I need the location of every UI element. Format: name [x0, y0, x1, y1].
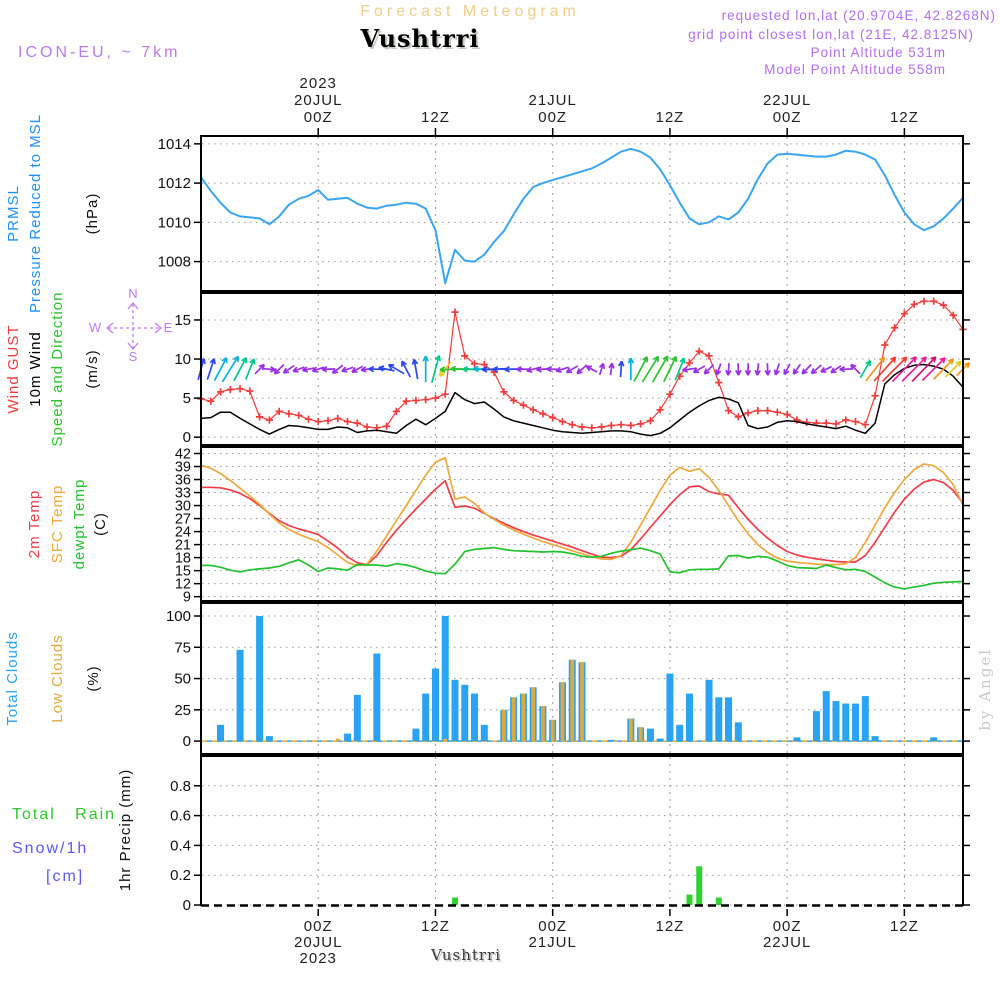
svg-text:15: 15 [174, 311, 191, 329]
svg-text:12: 12 [174, 576, 191, 593]
clouds-bars-low-clouds [336, 660, 643, 741]
svg-text:18: 18 [174, 550, 191, 567]
left-labels-temp [26, 479, 109, 570]
panel-wind [5, 286, 970, 446]
svg-text:N: N [128, 286, 138, 301]
series-prmsl [201, 149, 963, 283]
svg-text:10m Wind: 10m Wind [27, 331, 44, 407]
svg-text:1008: 1008 [157, 253, 191, 271]
svg-text:1014: 1014 [157, 135, 191, 153]
svg-text:S: S [128, 349, 138, 364]
svg-text:50: 50 [174, 670, 191, 688]
footer-station-label: Vushtrri [430, 946, 502, 964]
svg-text:12Z: 12Z [421, 918, 450, 935]
svg-text:0: 0 [182, 897, 191, 915]
left-labels-clouds [4, 631, 102, 726]
svg-text:Speed and Direction: Speed and Direction [49, 291, 66, 447]
snow-unit-label: [cm] [46, 868, 85, 885]
svg-text:E: E [163, 320, 173, 335]
panel-clouds [4, 603, 970, 754]
grid-point-coords-label: grid point closest lon,lat (21E, 42.8125N) [688, 27, 974, 42]
wind-direction-arrows [198, 356, 969, 383]
svg-text:00Z: 00Z [538, 109, 568, 126]
svg-text:12Z: 12Z [421, 109, 450, 126]
svg-text:(%): (%) [85, 665, 102, 692]
model-altitude-label: Model Point Altitude 558m [764, 62, 946, 77]
svg-text:22JUL: 22JUL [762, 934, 812, 951]
svg-text:PRMSL: PRMSL [5, 185, 22, 242]
watermark: by Angel [976, 648, 994, 731]
svg-text:39: 39 [174, 459, 191, 476]
svg-text:0: 0 [182, 733, 191, 751]
svg-text:Wind GUST: Wind GUST [5, 324, 22, 414]
svg-text:00Z: 00Z [303, 109, 333, 126]
svg-text:(m/s): (m/s) [84, 349, 101, 389]
svg-text:Low Clouds: Low Clouds [49, 634, 66, 723]
svg-text:100: 100 [165, 608, 191, 626]
model-label: ICON-EU, ~ 7km [18, 44, 181, 61]
svg-text:1hr Precip (mm): 1hr Precip (mm) [117, 768, 134, 892]
y-axis-pressure [158, 136, 970, 271]
svg-text:0.8: 0.8 [170, 777, 191, 795]
svg-text:20JUL: 20JUL [294, 934, 343, 951]
snow-label: Snow/1h [12, 840, 89, 857]
svg-text:33: 33 [174, 485, 191, 502]
svg-text:1012: 1012 [157, 175, 191, 193]
station-title: Vushtrri [360, 24, 480, 53]
svg-text:21: 21 [174, 537, 191, 554]
svg-text:00Z: 00Z [772, 109, 802, 126]
svg-text:Pressure Reduced to MSL: Pressure Reduced to MSL [27, 114, 44, 313]
svg-text:20JUL: 20JUL [294, 92, 343, 109]
svg-text:00Z: 00Z [538, 918, 568, 935]
y-axis-temp [175, 447, 970, 606]
svg-text:75: 75 [174, 639, 191, 657]
svg-text:21JUL: 21JUL [528, 934, 577, 951]
svg-text:0: 0 [182, 429, 191, 447]
svg-text:5: 5 [182, 390, 191, 408]
svg-text:0.6: 0.6 [170, 807, 191, 825]
svg-text:Total Clouds: Total Clouds [4, 631, 21, 726]
svg-text:1010: 1010 [157, 214, 191, 232]
svg-text:22JUL: 22JUL [762, 92, 812, 109]
time-axis [294, 75, 919, 967]
total-rain-label: Total Rain [12, 806, 117, 823]
series-2m-temp [201, 480, 963, 565]
panel-temp [26, 447, 970, 606]
svg-text:21JUL: 21JUL [528, 92, 577, 109]
svg-text:2023: 2023 [299, 950, 337, 967]
panel-pressure [5, 114, 970, 313]
svg-text:10: 10 [174, 351, 191, 369]
svg-text:9: 9 [182, 589, 191, 606]
point-altitude-label: Point Altitude 531m [810, 45, 946, 60]
svg-text:36: 36 [174, 472, 191, 489]
svg-text:42: 42 [174, 446, 191, 463]
svg-text:00Z: 00Z [303, 918, 333, 935]
clouds-bars-total-clouds [217, 616, 937, 741]
page-title: Forecast Meteogram [360, 3, 580, 20]
requested-coords-label: requested lon,lat (20.9704E, 42.8268N) [721, 8, 996, 23]
svg-text:0.4: 0.4 [170, 837, 191, 855]
svg-text:00Z: 00Z [772, 918, 802, 935]
left-labels-precip [117, 769, 134, 892]
svg-text:2023: 2023 [299, 75, 337, 92]
series-wind-gust [201, 301, 963, 428]
svg-text:12Z: 12Z [889, 918, 919, 935]
svg-text:12Z: 12Z [889, 109, 919, 126]
svg-text:SFC Temp: SFC Temp [49, 484, 66, 564]
svg-text:12Z: 12Z [655, 918, 685, 935]
svg-text:0.2: 0.2 [170, 867, 191, 885]
series-sfc-temp [201, 458, 963, 566]
left-labels-wind [5, 292, 101, 447]
svg-text:15: 15 [174, 563, 191, 580]
svg-text:12Z: 12Z [655, 109, 685, 126]
left-labels-pressure [5, 114, 101, 313]
svg-text:24: 24 [174, 524, 191, 541]
svg-text:(hPa): (hPa) [84, 192, 101, 235]
svg-text:2m Temp: 2m Temp [26, 489, 43, 559]
svg-text:25: 25 [174, 701, 191, 719]
svg-text:30: 30 [174, 498, 191, 515]
svg-text:dewpt Temp: dewpt Temp [71, 478, 88, 570]
svg-text:(C): (C) [92, 512, 109, 536]
precip-bars-1hr-precip [452, 866, 722, 905]
svg-text:27: 27 [174, 511, 191, 528]
compass-legend [89, 286, 173, 364]
panel-precip [117, 756, 970, 914]
svg-text:W: W [88, 320, 102, 335]
